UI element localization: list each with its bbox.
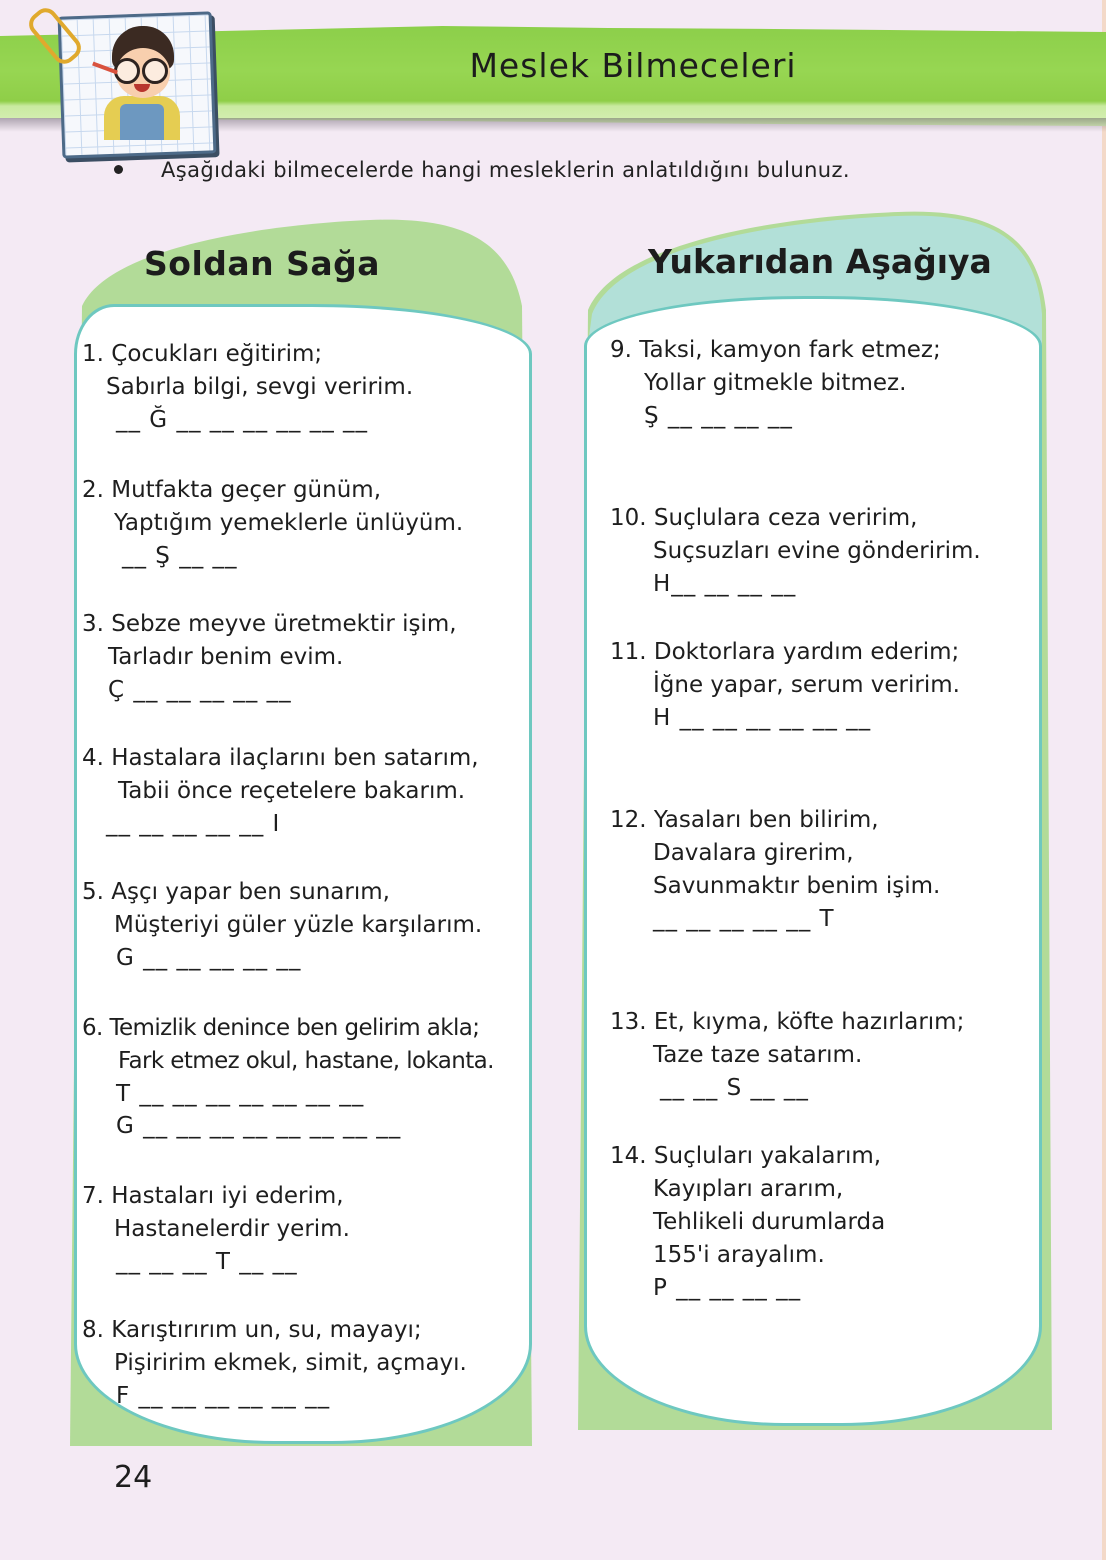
glasses-icon bbox=[114, 58, 140, 84]
riddle-number: 1. bbox=[82, 341, 104, 367]
answer-blanks[interactable]: __ __ __ __ __ I bbox=[106, 811, 281, 837]
answer-blanks[interactable]: P __ __ __ __ bbox=[653, 1275, 802, 1301]
riddle-number: 2. bbox=[82, 477, 104, 503]
riddle-line: Hastaları iyi ederim, bbox=[111, 1183, 344, 1209]
answer-blanks[interactable]: __ __ S __ __ bbox=[660, 1075, 809, 1101]
riddle-3 bbox=[82, 608, 457, 707]
riddle-14 bbox=[610, 1140, 885, 1305]
riddle-13 bbox=[610, 1006, 964, 1105]
riddle-line: Yasaları ben bilirim, bbox=[653, 807, 879, 833]
riddle-line: Mutfakta geçer günüm, bbox=[111, 477, 381, 503]
riddle-line: Doktorlara yardım ederim; bbox=[653, 639, 960, 665]
riddle-line: Pişiririm ekmek, simit, açmayı. bbox=[114, 1350, 467, 1376]
answer-blanks[interactable]: __ Ğ __ __ __ __ __ __ bbox=[116, 407, 368, 433]
riddle-11 bbox=[610, 636, 960, 735]
riddle-number: 7. bbox=[82, 1183, 104, 1209]
riddle-number: 10. bbox=[610, 505, 647, 531]
glasses-icon bbox=[142, 58, 168, 84]
riddle-number: 6. bbox=[82, 1015, 103, 1041]
riddle-line: Suçlulara ceza veririm, bbox=[653, 505, 918, 531]
answer-blanks[interactable]: G __ __ __ __ __ bbox=[116, 945, 302, 971]
bullet-icon bbox=[114, 165, 123, 174]
riddle-line: Taze taze satarım. bbox=[653, 1042, 863, 1068]
riddle-line: Temizlik denince ben gelirim akla; bbox=[109, 1015, 480, 1041]
riddle-number: 3. bbox=[82, 611, 104, 637]
riddle-number: 12. bbox=[610, 807, 647, 833]
riddle-number: 8. bbox=[82, 1317, 104, 1343]
riddle-line: Çocukları eğitirim; bbox=[111, 341, 323, 367]
page-title: Meslek Bilmeceleri bbox=[469, 46, 797, 85]
riddle-7 bbox=[82, 1180, 350, 1279]
riddle-line: Suçsuzları evine gönderirim. bbox=[653, 538, 981, 564]
riddle-line: Tabii önce reçetelere bakarım. bbox=[118, 778, 466, 804]
riddle-1 bbox=[82, 338, 413, 437]
answer-blanks[interactable]: __ Ş __ __ bbox=[122, 543, 238, 569]
riddle-line: Karıştırırım un, su, mayayı; bbox=[111, 1317, 422, 1343]
riddle-line: Kayıpları ararım, bbox=[653, 1176, 844, 1202]
answer-blanks[interactable]: __ __ __ T __ __ bbox=[116, 1249, 298, 1275]
riddle-line: Taksi, kamyon fark etmez; bbox=[639, 337, 941, 363]
riddle-line: Hastanelerdir yerim. bbox=[114, 1216, 350, 1242]
riddle-line: Tarladır benim evim. bbox=[108, 644, 344, 670]
riddle-line: İğne yapar, serum veririm. bbox=[653, 672, 960, 698]
riddle-number: 9. bbox=[610, 337, 632, 363]
riddle-2 bbox=[82, 474, 463, 573]
riddle-line: Savunmaktır benim işim. bbox=[653, 873, 941, 899]
riddle-5 bbox=[82, 876, 482, 975]
riddle-line: 155'i arayalım. bbox=[653, 1242, 825, 1268]
answer-blanks[interactable]: Ş __ __ __ __ bbox=[644, 403, 793, 429]
left-panel-title: Soldan Sağa bbox=[144, 244, 381, 283]
riddle-line: Müşteriyi güler yüzle karşılarım. bbox=[114, 912, 483, 938]
riddle-6 bbox=[82, 1012, 494, 1142]
riddle-line: Davalara girerim, bbox=[653, 840, 854, 866]
riddle-line: Yaptığım yemeklerle ünlüyüm. bbox=[114, 510, 464, 536]
riddle-line: Tehlikeli durumlarda bbox=[653, 1209, 886, 1235]
riddle-line: Yollar gitmekle bitmez. bbox=[644, 370, 907, 396]
riddle-line: Aşçı yapar ben sunarım, bbox=[111, 879, 390, 905]
instruction-text: Aşağıdaki bilmecelerde hangi mesleklerin anlatıldığını bulunuz. bbox=[161, 158, 850, 182]
answer-blanks[interactable]: H__ __ __ __ bbox=[653, 571, 797, 597]
answer-blanks[interactable]: G __ __ __ __ __ __ __ __ bbox=[116, 1113, 402, 1139]
riddle-number: 5. bbox=[82, 879, 104, 905]
instruction bbox=[114, 158, 850, 182]
riddle-9 bbox=[610, 334, 941, 433]
riddle-number: 4. bbox=[82, 745, 104, 771]
answer-blanks[interactable]: Ç __ __ __ __ __ bbox=[108, 677, 292, 703]
riddle-10 bbox=[610, 502, 981, 601]
riddle-line: Hastalara ilaçlarını ben satarım, bbox=[111, 745, 479, 771]
answer-blanks[interactable]: F __ __ __ __ __ __ bbox=[116, 1383, 331, 1409]
riddle-8 bbox=[82, 1314, 467, 1413]
riddle-line: Sabırla bilgi, sevgi veririm. bbox=[106, 374, 414, 400]
page-number: 24 bbox=[114, 1460, 153, 1495]
answer-blanks[interactable]: H __ __ __ __ __ __ bbox=[653, 705, 872, 731]
riddle-line: Sebze meyve üretmektir işim, bbox=[111, 611, 457, 637]
riddle-12 bbox=[610, 804, 940, 936]
answer-blanks[interactable]: T __ __ __ __ __ __ __ bbox=[116, 1081, 365, 1107]
riddle-number: 13. bbox=[610, 1009, 647, 1035]
riddle-line: Fark etmez okul, hastane, lokanta. bbox=[118, 1048, 494, 1074]
riddle-4 bbox=[82, 742, 479, 841]
answer-blanks[interactable]: __ __ __ __ __ T bbox=[653, 906, 835, 932]
boy-overall bbox=[120, 104, 164, 140]
riddle-number: 11. bbox=[610, 639, 647, 665]
riddle-line: Et, kıyma, köfte hazırlarım; bbox=[653, 1009, 965, 1035]
page-edge-stripe bbox=[1102, 0, 1106, 1560]
riddle-line: Suçluları yakalarım, bbox=[653, 1143, 882, 1169]
riddle-number: 14. bbox=[610, 1143, 647, 1169]
right-panel-title: Yukarıdan Aşağıya bbox=[648, 242, 992, 281]
